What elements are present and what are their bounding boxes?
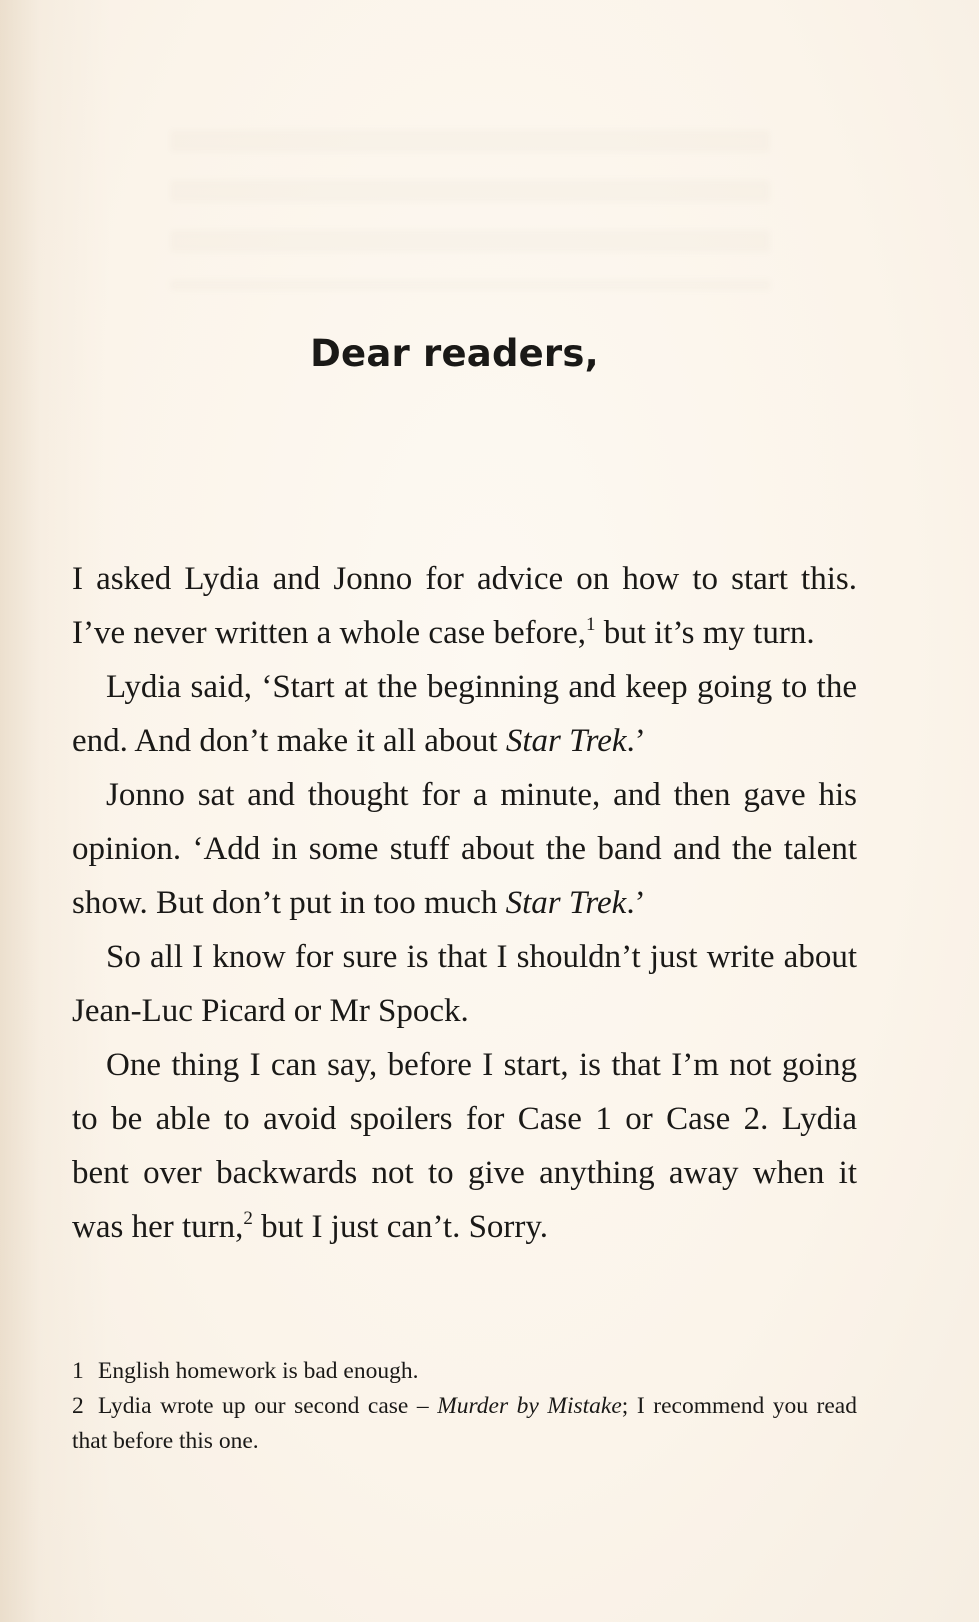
- text-run: So all I know for sure is that I shouldn’t just write about Jean-Luc Picard or Mr Spock.: [72, 939, 857, 1029]
- text-run: I asked Lydia and Jonno for advice on how to start this. I’ve never written a whole case before,: [72, 561, 857, 651]
- page-title: Dear readers,: [310, 332, 599, 375]
- text-run: .’: [626, 723, 646, 759]
- text-run: but it’s my turn.: [595, 615, 815, 651]
- footnote-number: 2: [72, 1393, 84, 1419]
- italic-title: Star Trek: [505, 885, 627, 921]
- footnote-number: 1: [72, 1358, 84, 1384]
- italic-title: Star Trek: [505, 723, 627, 759]
- text-run: Jonno sat and thought for a minute, and then gave his opinion. ‘Add in some stuff about the band and the talent show. But don’t put in too much: [72, 777, 857, 921]
- footnote: [72, 1354, 857, 1389]
- text-run: English homework is bad enough.: [98, 1358, 419, 1384]
- text-run: .’: [626, 885, 646, 921]
- body-text: [72, 552, 857, 1254]
- text-run: Lydia said, ‘Start at the beginning and keep going to the end. And don’t make it all about: [72, 669, 857, 759]
- body-paragraph: [72, 660, 857, 768]
- text-run: but I just can’t. Sorry.: [252, 1209, 549, 1245]
- show-through-text: [170, 130, 770, 290]
- body-paragraph: [72, 930, 857, 1038]
- text-run: Lydia wrote up our second case –: [98, 1393, 438, 1419]
- italic-title: Murder by Mistake: [437, 1393, 622, 1419]
- footnotes: [72, 1354, 857, 1459]
- body-paragraph: [72, 552, 857, 660]
- body-paragraph: [72, 1038, 857, 1254]
- footnote-marker: 2: [243, 1208, 253, 1229]
- text-run: One thing I can say, before I start, is that I’m not going to be able to avoid spoilers for Case 1 or Case 2. Lydia bent over backwards not to give anything away when it was her turn,: [72, 1047, 857, 1245]
- body-paragraph: [72, 768, 857, 930]
- footnote-marker: 1: [585, 614, 596, 635]
- text-run: ; I recommend you read that before this one.: [72, 1393, 857, 1454]
- footnote: [72, 1389, 857, 1459]
